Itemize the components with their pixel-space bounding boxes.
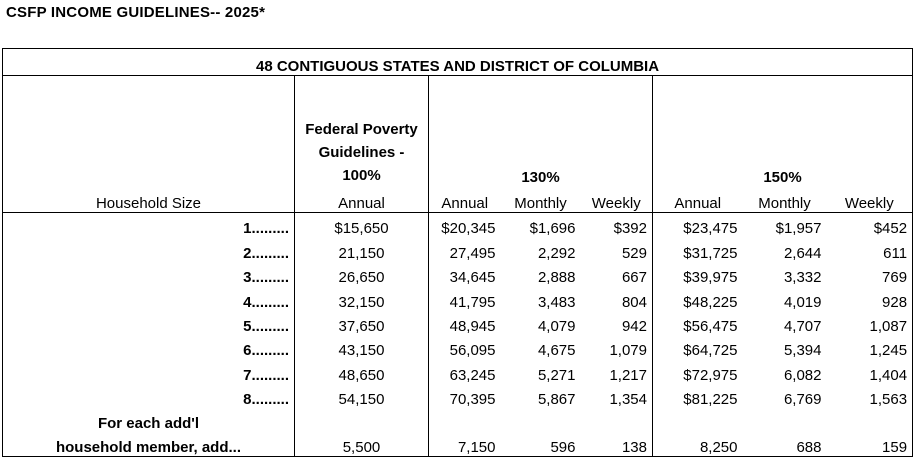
weekly-150-header: Weekly — [827, 188, 913, 213]
income-guidelines-table — [2, 48, 913, 457]
annual-150-cell: $31,725 — [653, 237, 743, 261]
annual-150-cell: $48,225 — [653, 286, 743, 310]
monthly-130-header: Monthly — [501, 188, 581, 213]
additional-weekly-130: 138 — [581, 432, 653, 457]
monthly-150-cell: 6,082 — [783, 366, 822, 384]
annual-130-cell: 63,245 — [429, 359, 501, 383]
additional-annual-130: 7,150 — [429, 432, 501, 457]
monthly-150-cell: 4,707 — [783, 317, 822, 335]
monthly-150-cell: 2,644 — [783, 244, 822, 262]
additional-monthly-150: 688 — [743, 432, 827, 457]
additional-annual-150: 8,250 — [653, 432, 743, 457]
annual-150-cell: $39,975 — [653, 262, 743, 286]
monthly-150-cell: 5,394 — [783, 342, 822, 360]
fpg-annual-cell: $15,650 — [295, 213, 429, 238]
table-row — [3, 237, 913, 261]
fpg-annual-cell: 48,650 — [295, 359, 429, 383]
fpg-annual-cell: 21,150 — [295, 237, 429, 261]
table-row — [3, 384, 913, 408]
fpg-header: Federal Poverty Guidelines - 100% — [295, 76, 429, 189]
household-size-cell: 7......... — [3, 359, 295, 383]
monthly-130-cell: 3,483 — [537, 293, 576, 311]
annual-130-cell: 56,095 — [429, 335, 501, 359]
annual-150-cell: $23,475 — [653, 213, 743, 238]
weekly-130-cell: 1,079 — [609, 342, 647, 360]
additional-monthly-130: 596 — [501, 432, 581, 457]
monthly-150-cell: $1,957 — [775, 220, 822, 238]
document-title: CSFP INCOME GUIDELINES-- 2025* — [6, 4, 266, 21]
table-row — [3, 286, 913, 310]
fpg-annual-cell: 26,650 — [295, 262, 429, 286]
household-size-cell: 8......... — [3, 384, 295, 408]
household-size-cell: 6......... — [3, 335, 295, 359]
weekly-130-cell: 804 — [621, 293, 647, 311]
weekly-130-cell: $392 — [613, 220, 647, 238]
table-row — [3, 335, 913, 359]
weekly-150-cell: 769 — [827, 262, 913, 286]
annual-150-cell: $64,725 — [653, 335, 743, 359]
monthly-130-cell: 2,292 — [537, 244, 576, 262]
weekly-150-cell: 928 — [827, 286, 913, 310]
annual-130-cell: 41,795 — [429, 286, 501, 310]
weekly-150-cell: 1,245 — [827, 335, 913, 359]
fpg-annual-cell: 32,150 — [295, 286, 429, 310]
table-row — [3, 262, 913, 286]
fpg-annual-header: Annual — [295, 188, 429, 213]
fpg-annual-cell: 54,150 — [295, 384, 429, 408]
household-size-cell: 2......... — [3, 237, 295, 261]
header-130-percent: 130% — [429, 76, 653, 189]
monthly-130-cell: 2,888 — [537, 269, 576, 287]
annual-130-cell: 34,645 — [429, 262, 501, 286]
additional-member-label-1: For each add'l — [3, 408, 295, 432]
table-row — [3, 359, 913, 383]
annual-130-cell: 48,945 — [429, 311, 501, 335]
monthly-130-cell: 5,271 — [537, 366, 576, 384]
additional-member-label-2: household member, add... — [3, 432, 295, 457]
weekly-130-cell: 1,217 — [609, 366, 647, 384]
monthly-130-cell: $1,696 — [529, 220, 576, 238]
monthly-150-cell: 3,332 — [783, 269, 822, 287]
monthly-150-cell: 6,769 — [783, 391, 822, 409]
household-size-cell: 4......... — [3, 286, 295, 310]
weekly-130-cell: 942 — [621, 317, 647, 335]
weekly-150-cell: $452 — [827, 213, 913, 238]
annual-150-cell: $81,225 — [653, 384, 743, 408]
weekly-150-cell: 1,404 — [827, 359, 913, 383]
annual-130-cell: 27,495 — [429, 237, 501, 261]
monthly-130-cell: 4,079 — [537, 317, 576, 335]
fpg-annual-cell: 43,150 — [295, 335, 429, 359]
weekly-130-cell: 667 — [621, 269, 647, 287]
weekly-130-cell: 1,354 — [609, 391, 647, 409]
annual-150-cell: $56,475 — [653, 311, 743, 335]
table-row — [3, 311, 913, 335]
additional-fpg: 5,500 — [295, 432, 429, 457]
table-row — [3, 213, 913, 238]
fpg-annual-cell: 37,650 — [295, 311, 429, 335]
annual-150-cell: $72,975 — [653, 359, 743, 383]
household-size-cell: 3......... — [3, 262, 295, 286]
annual-130-header: Annual — [429, 188, 501, 213]
monthly-130-cell: 4,675 — [537, 342, 576, 360]
household-size-cell: 1......... — [3, 213, 295, 238]
header-blank — [3, 76, 295, 189]
monthly-130-cell: 5,867 — [537, 391, 576, 409]
weekly-150-cell: 1,087 — [827, 311, 913, 335]
annual-130-cell: 70,395 — [429, 384, 501, 408]
annual-130-cell: $20,345 — [429, 213, 501, 238]
household-size-cell: 5......... — [3, 311, 295, 335]
weekly-150-cell: 1,563 — [827, 384, 913, 408]
region-banner: 48 CONTIGUOUS STATES AND DISTRICT OF COLUMBIA — [3, 49, 913, 76]
household-size-header: Household Size — [3, 188, 295, 213]
weekly-150-cell: 611 — [827, 237, 913, 261]
additional-weekly-150: 159 — [827, 432, 913, 457]
monthly-150-cell: 4,019 — [783, 293, 822, 311]
monthly-150-header: Monthly — [743, 188, 827, 213]
weekly-130-cell: 529 — [621, 244, 647, 262]
annual-150-header: Annual — [653, 188, 743, 213]
weekly-130-header: Weekly — [581, 188, 653, 213]
header-150-percent: 150% — [653, 76, 913, 189]
